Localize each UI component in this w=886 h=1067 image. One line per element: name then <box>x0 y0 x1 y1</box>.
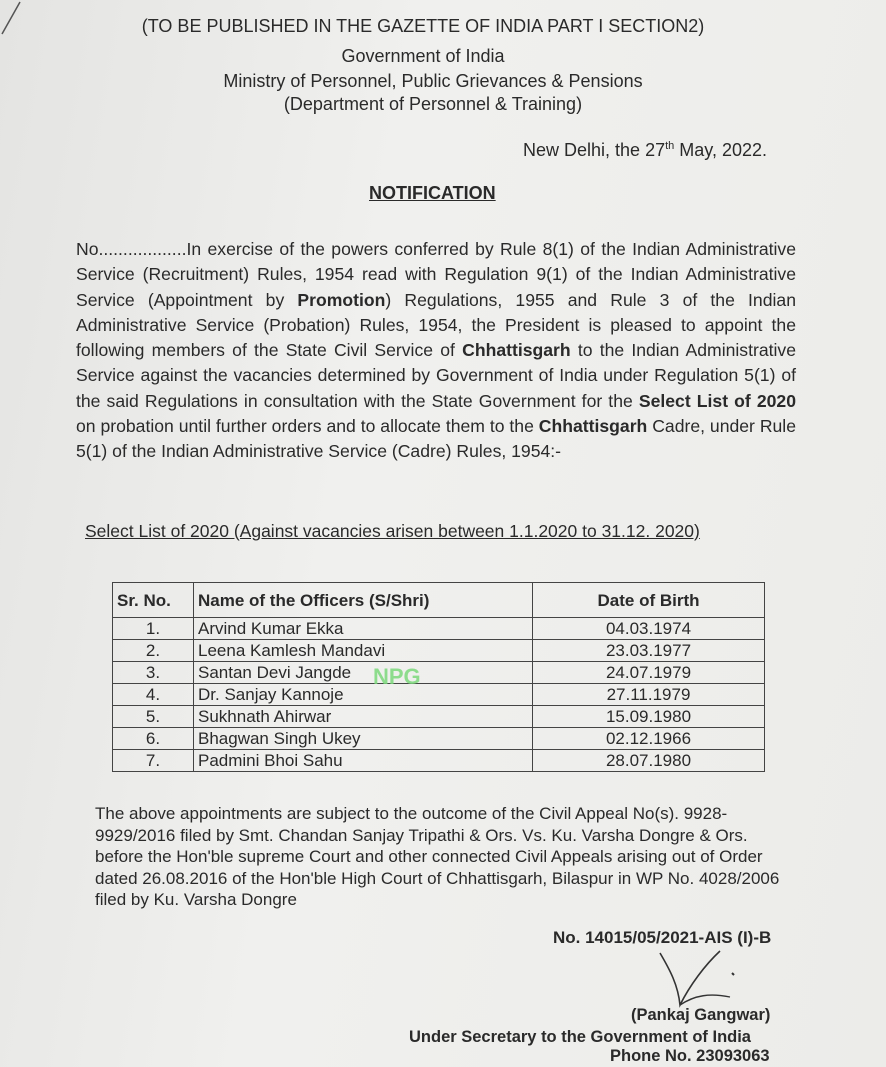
sr-no-cell: 6. <box>113 728 194 750</box>
ministry-line: Ministry of Personnel, Public Grievances & Pensions <box>223 71 643 91</box>
sr-no-cell: 3. <box>113 662 194 684</box>
table-row <box>113 662 765 684</box>
sr-no-cell: 4. <box>113 684 194 706</box>
government-line: Government of India <box>341 46 505 66</box>
officer-name-cell: Arvind Kumar Ekka <box>194 618 533 640</box>
dob-cell: 23.03.1977 <box>533 640 765 662</box>
table-header-row <box>113 583 765 618</box>
file-number: No. 14015/05/2021-AIS (I)-B <box>553 928 772 947</box>
dob-cell: 24.07.1979 <box>533 662 765 684</box>
table-row <box>113 684 765 706</box>
gazette-header: (TO BE PUBLISHED IN THE GAZETTE OF INDIA PART I SECTION2) <box>141 16 705 36</box>
dob-cell: 04.03.1974 <box>533 618 765 640</box>
officer-name-cell: Dr. Sanjay Kannoje <box>194 684 533 706</box>
dob-cell: 15.09.1980 <box>533 706 765 728</box>
select-list-title: Select List of 2020 (Against vacancies arisen between 1.1.2020 to 31.12. 2020) <box>85 521 700 541</box>
table-row <box>113 640 765 662</box>
notification-title: NOTIFICATION <box>369 183 496 203</box>
table-row <box>113 618 765 640</box>
dob-cell: 28.07.1980 <box>533 750 765 772</box>
officer-name-cell: Sukhnath Ahirwar <box>194 706 533 728</box>
dob-cell: 02.12.1966 <box>533 728 765 750</box>
notification-date: New Delhi, the 27th May, 2022. <box>523 140 767 160</box>
column-header-name: Name of the Officers (S/Shri) <box>194 583 533 618</box>
sr-no-cell: 5. <box>113 706 194 728</box>
table-row <box>113 750 765 772</box>
sr-no-cell: 1. <box>113 618 194 640</box>
officer-name-cell: Bhagwan Singh Ukey <box>194 728 533 750</box>
column-header-dob: Date of Birth <box>533 583 765 618</box>
officers-table <box>112 582 765 772</box>
signatory-phone: Phone No. 23093063 <box>610 1047 770 1065</box>
handwritten-signature <box>650 945 760 1015</box>
signatory-designation: Under Secretary to the Government of India <box>409 1028 751 1046</box>
officer-name-cell: Padmini Bhoi Sahu <box>194 750 533 772</box>
column-header-sr-no: Sr. No. <box>113 583 194 618</box>
signatory-name: (Pankaj Gangwar) <box>631 1006 771 1024</box>
notification-body: No..................In exercise of the powers conferred by Rule 8(1) of the Indian Administrative Service (Recruitment) Rules, 1954 read with Regulation 9(1) of the Indian Administrative Service (Appointment by Promotion) Regulations, 1955 and Rule 3 of the Indian Administrative Service (Probation) Rules, 1954, the President is pleased to appoint the following members of the State Civil Service of Chhattisgarh to the Indian Administrative Service against the vacancies determined by Government of India under Regulation 5(1) of the said Regulations in consultation with the State Government for the Select List of 2020 on probation until further orders and to allocate them to the Chhattisgarh Cadre, under Rule 5(1) of the Indian Administrative Service (Cadre) Rules, 1954:- <box>76 239 796 462</box>
officer-name-cell: Leena Kamlesh Mandavi <box>194 640 533 662</box>
appointment-note: The above appointments are subject to the outcome of the Civil Appeal No(s). 9928-9929/2016 filed by Smt. Chandan Sanjay Tripathi & Ors. Vs. Ku. Varsha Dongre & Ors. before the Hon'ble supreme Court and other connected Civil Appeals arising out of Order dated 26.08.2016 of the Hon'ble High Court of Chhattisgarh, Bilaspur in WP No. 4028/2006 filed by Ku. Varsha Dongre <box>95 804 780 909</box>
dob-cell: 27.11.1979 <box>533 684 765 706</box>
npg-watermark: NPG <box>373 664 421 689</box>
department-line: (Department of Personnel & Training) <box>283 94 583 114</box>
sr-no-cell: 7. <box>113 750 194 772</box>
sr-no-cell: 2. <box>113 640 194 662</box>
table-row <box>113 728 765 750</box>
officer-name-cell: Santan Devi Jangde <box>194 662 533 684</box>
table-row <box>113 706 765 728</box>
